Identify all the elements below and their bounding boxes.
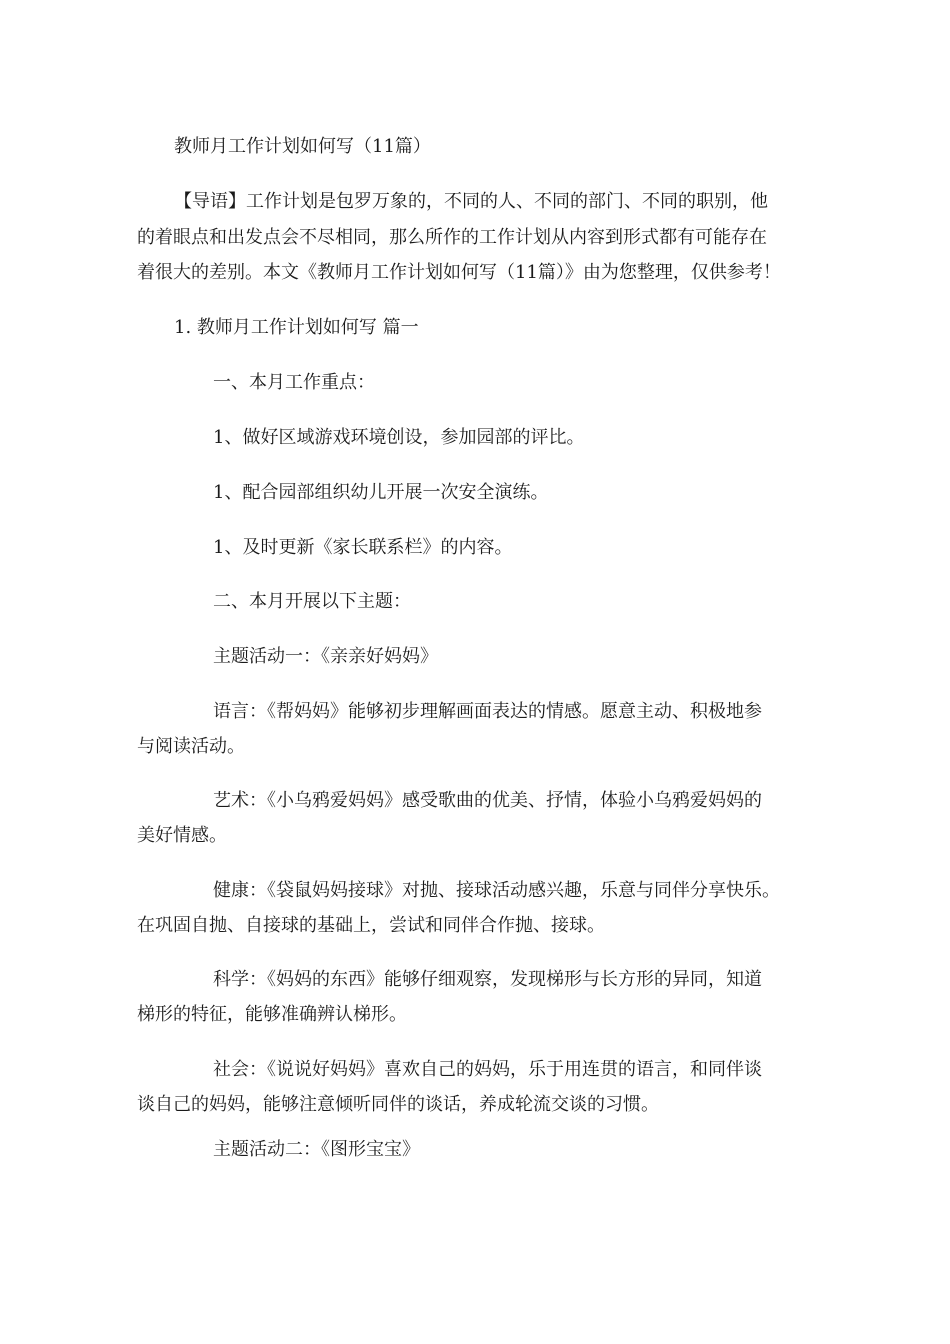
list-item: 1、做好区域游戏环境创设，参加园部的评比。 [213,427,585,448]
activity-language-line-2: 与阅读活动。 [137,736,245,757]
section-heading: 1. 教师月工作计划如何写 篇一 [174,317,419,338]
intro-line-3: 着很大的差别。本文《教师月工作计划如何写（11篇）》由为您整理，仅供参考！ [137,262,781,283]
activity-art-line-2: 美好情感。 [137,825,227,846]
part2-heading: 二、本月开展以下主题： [213,591,411,612]
part1-heading: 一、本月工作重点： [213,372,375,393]
list-item: 1、配合园部组织幼儿开展一次安全演练。 [213,482,549,503]
activity-social-line-1: 社会：《说说好妈妈》喜欢自己的妈妈，乐于用连贯的语言，和同伴谈 [213,1059,762,1080]
theme-1-heading: 主题活动一：《亲亲好妈妈》 [213,646,438,667]
theme-2-heading: 主题活动二：《图形宝宝》 [213,1139,420,1160]
activity-art-line-1: 艺术：《小乌鸦爱妈妈》感受歌曲的优美、抒情，体验小乌鸦爱妈妈的 [213,790,762,811]
activity-social-line-2: 谈自己的妈妈，能够注意倾听同伴的谈话，养成轮流交谈的习惯。 [137,1094,659,1115]
list-item: 1、及时更新《家长联系栏》的内容。 [213,537,513,558]
activity-language-line-1: 语言：《帮妈妈》能够初步理解画面表达的情感。愿意主动、积极地参 [213,701,762,722]
document-title: 教师月工作计划如何写（11篇） [174,136,431,157]
activity-science-line-2: 梯形的特征，能够准确辨认梯形。 [137,1004,407,1025]
activity-health-line-1: 健康：《袋鼠妈妈接球》对抛、接球活动感兴趣，乐意与同伴分享快乐。 [213,880,780,901]
intro-line-2: 的着眼点和出发点会不尽相同，那么所作的工作计划从内容到形式都有可能存在 [137,227,767,248]
activity-health-line-2: 在巩固自抛、自接球的基础上，尝试和同伴合作抛、接球。 [137,915,605,936]
intro-line-1: 【导语】工作计划是包罗万象的，不同的人、不同的部门、不同的职别，他 [174,191,768,212]
activity-science-line-1: 科学：《妈妈的东西》能够仔细观察，发现梯形与长方形的异同，知道 [213,969,762,990]
